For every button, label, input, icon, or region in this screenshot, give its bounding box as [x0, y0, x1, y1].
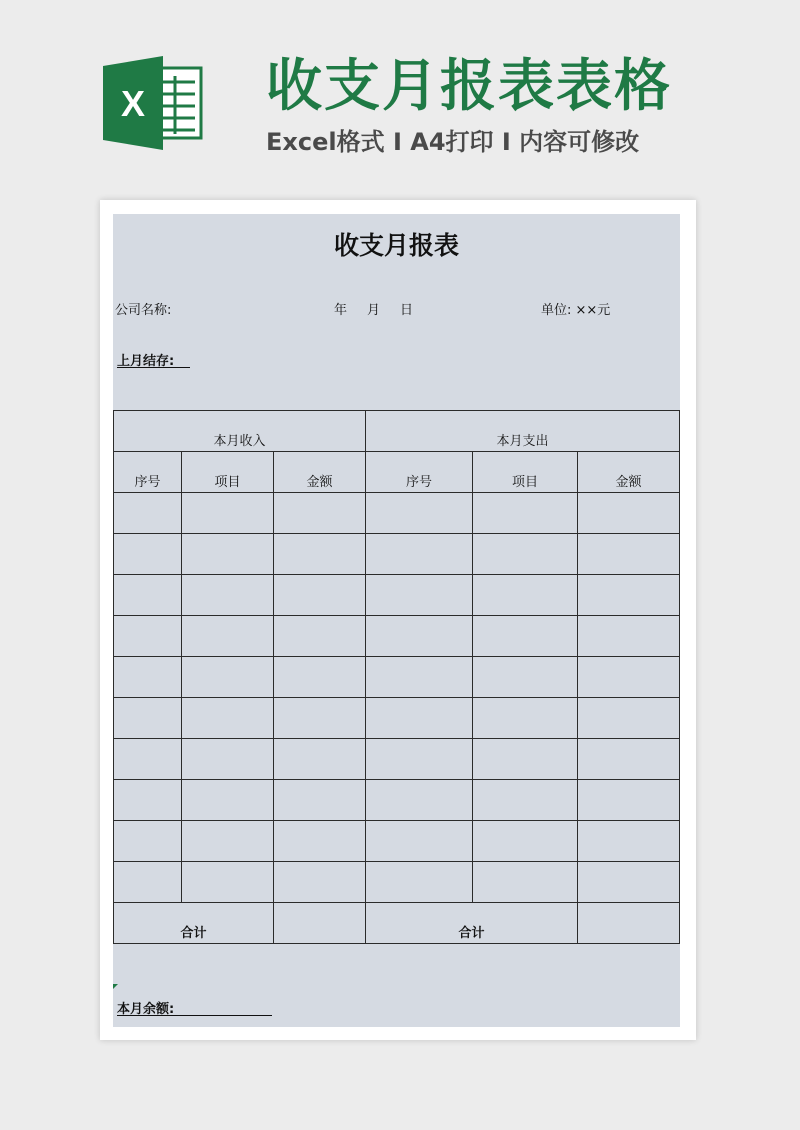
table-cell[interactable]	[182, 534, 274, 575]
table-cell[interactable]	[473, 575, 578, 616]
table-cell[interactable]	[473, 698, 578, 739]
table-cell[interactable]	[578, 493, 680, 534]
table-cell[interactable]	[182, 862, 274, 903]
table-cell[interactable]	[366, 575, 473, 616]
income-total-value[interactable]	[274, 903, 366, 944]
table-cell[interactable]	[366, 534, 473, 575]
table-row	[114, 862, 680, 903]
excel-logo	[103, 56, 203, 150]
table-cell[interactable]	[473, 862, 578, 903]
month-balance-underline	[117, 1015, 272, 1016]
col-header-expense-amount: 金额	[578, 452, 680, 493]
col-header-income-no: 序号	[114, 452, 182, 493]
date-month: 月	[367, 303, 381, 318]
table-cell[interactable]	[182, 493, 274, 534]
column-header-row	[114, 452, 680, 493]
table-row	[114, 575, 680, 616]
table-row	[114, 616, 680, 657]
table-cell[interactable]	[274, 657, 366, 698]
spreadsheet-area	[113, 214, 680, 1027]
income-header: 本月收入	[114, 411, 366, 452]
table-cell[interactable]	[473, 616, 578, 657]
table-row	[114, 739, 680, 780]
table-cell[interactable]	[114, 657, 182, 698]
logo-letter: X	[120, 83, 146, 124]
table-cell[interactable]	[274, 616, 366, 657]
table-cell[interactable]	[578, 739, 680, 780]
table-cell[interactable]	[114, 534, 182, 575]
expense-total-value[interactable]	[578, 903, 680, 944]
table-row	[114, 780, 680, 821]
income-total-label: 合计	[114, 903, 274, 944]
table-cell[interactable]	[274, 780, 366, 821]
last-month-balance-underline	[117, 367, 190, 368]
table-cell[interactable]	[114, 780, 182, 821]
table-cell[interactable]	[366, 821, 473, 862]
table-cell[interactable]	[578, 534, 680, 575]
col-header-expense-item: 项目	[473, 452, 578, 493]
col-header-income-item: 项目	[182, 452, 274, 493]
banner-subtitle: Excel格式 I A4打印 I 内容可修改	[266, 128, 640, 156]
table-cell[interactable]	[578, 862, 680, 903]
table-cell[interactable]	[473, 780, 578, 821]
table-cell[interactable]	[366, 780, 473, 821]
table-cell[interactable]	[114, 575, 182, 616]
expense-header: 本月支出	[366, 411, 680, 452]
section-header-row	[114, 411, 680, 452]
table-cell[interactable]	[182, 698, 274, 739]
date-day: 日	[400, 303, 414, 318]
table-row	[114, 698, 680, 739]
month-balance-label: 本月余额:	[117, 1002, 175, 1017]
table-row	[114, 534, 680, 575]
table-cell[interactable]	[578, 616, 680, 657]
report-table	[113, 410, 680, 944]
col-header-income-amount: 金额	[274, 452, 366, 493]
table-cell[interactable]	[473, 739, 578, 780]
table-cell[interactable]	[114, 698, 182, 739]
table-cell[interactable]	[114, 862, 182, 903]
table-cell[interactable]	[366, 657, 473, 698]
table-cell[interactable]	[274, 698, 366, 739]
table-cell[interactable]	[182, 616, 274, 657]
table-cell[interactable]	[473, 821, 578, 862]
table-cell[interactable]	[578, 821, 680, 862]
company-label: 公司名称:	[115, 303, 172, 318]
table-cell[interactable]	[114, 616, 182, 657]
sheet-title: 收支月报表	[333, 231, 459, 260]
table-cell[interactable]	[473, 534, 578, 575]
banner-title: 收支月报表表格	[266, 54, 672, 119]
table-cell[interactable]	[274, 493, 366, 534]
table-cell[interactable]	[578, 657, 680, 698]
table-cell[interactable]	[274, 862, 366, 903]
last-month-balance-label: 上月结存:	[117, 354, 175, 369]
table-row	[114, 493, 680, 534]
table-row	[114, 657, 680, 698]
table-cell[interactable]	[182, 739, 274, 780]
table-cell[interactable]	[182, 657, 274, 698]
table-cell[interactable]	[473, 657, 578, 698]
table-cell[interactable]	[366, 698, 473, 739]
unit-label: 单位: ××元	[541, 303, 611, 318]
table-cell[interactable]	[578, 575, 680, 616]
table-cell[interactable]	[366, 862, 473, 903]
date-year: 年	[334, 303, 348, 318]
table-cell[interactable]	[274, 575, 366, 616]
table-cell[interactable]	[366, 739, 473, 780]
expense-total-label: 合计	[366, 903, 578, 944]
table-cell[interactable]	[114, 821, 182, 862]
table-cell[interactable]	[578, 780, 680, 821]
table-cell[interactable]	[274, 534, 366, 575]
total-row	[114, 903, 680, 944]
col-header-expense-no: 序号	[366, 452, 473, 493]
table-cell[interactable]	[182, 780, 274, 821]
table-cell[interactable]	[578, 698, 680, 739]
table-cell[interactable]	[114, 739, 182, 780]
table-cell[interactable]	[366, 493, 473, 534]
cell-marker-icon	[113, 984, 118, 989]
table-cell[interactable]	[182, 821, 274, 862]
table-row	[114, 821, 680, 862]
table-cell[interactable]	[274, 821, 366, 862]
table-cell[interactable]	[114, 493, 182, 534]
table-cell[interactable]	[473, 493, 578, 534]
table-cell[interactable]	[182, 575, 274, 616]
table-cell[interactable]	[366, 616, 473, 657]
table-cell[interactable]	[274, 739, 366, 780]
